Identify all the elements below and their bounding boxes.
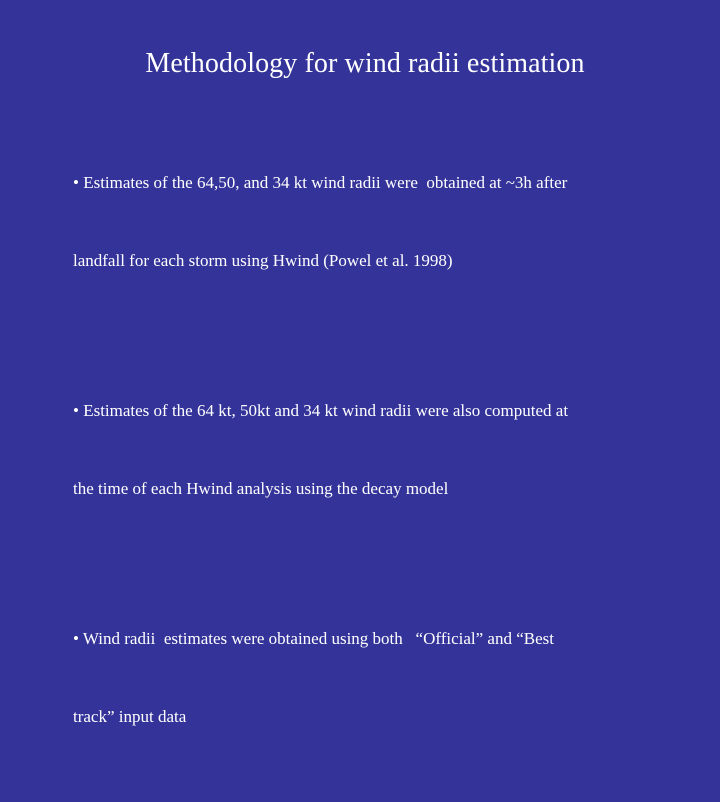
- slide-title: Methodology for wind radii estimation: [145, 48, 585, 79]
- bullet-2-line-2: the time of each Hwind analysis using the decay model: [73, 479, 449, 498]
- bullet-1-line-1: • Estimates of the 64,50, and 34 kt wind radii were obtained at ~3h after: [73, 173, 568, 192]
- bullet-list: [73, 118, 673, 802]
- bullet-item-2: [73, 346, 673, 554]
- bullet-item-1: [73, 118, 673, 326]
- bullet-1-line-2: landfall for each storm using Hwind (Powel et al. 1998): [73, 251, 453, 270]
- bullet-2-line-1: • Estimates of the 64 kt, 50kt and 34 kt wind radii were also computed at: [73, 401, 569, 420]
- bullet-3-line-1: • Wind radii estimates were obtained using both “Official” and “Best: [73, 629, 554, 648]
- bullet-3-line-2: track” input data: [73, 707, 187, 726]
- bullet-item-3: [73, 574, 673, 782]
